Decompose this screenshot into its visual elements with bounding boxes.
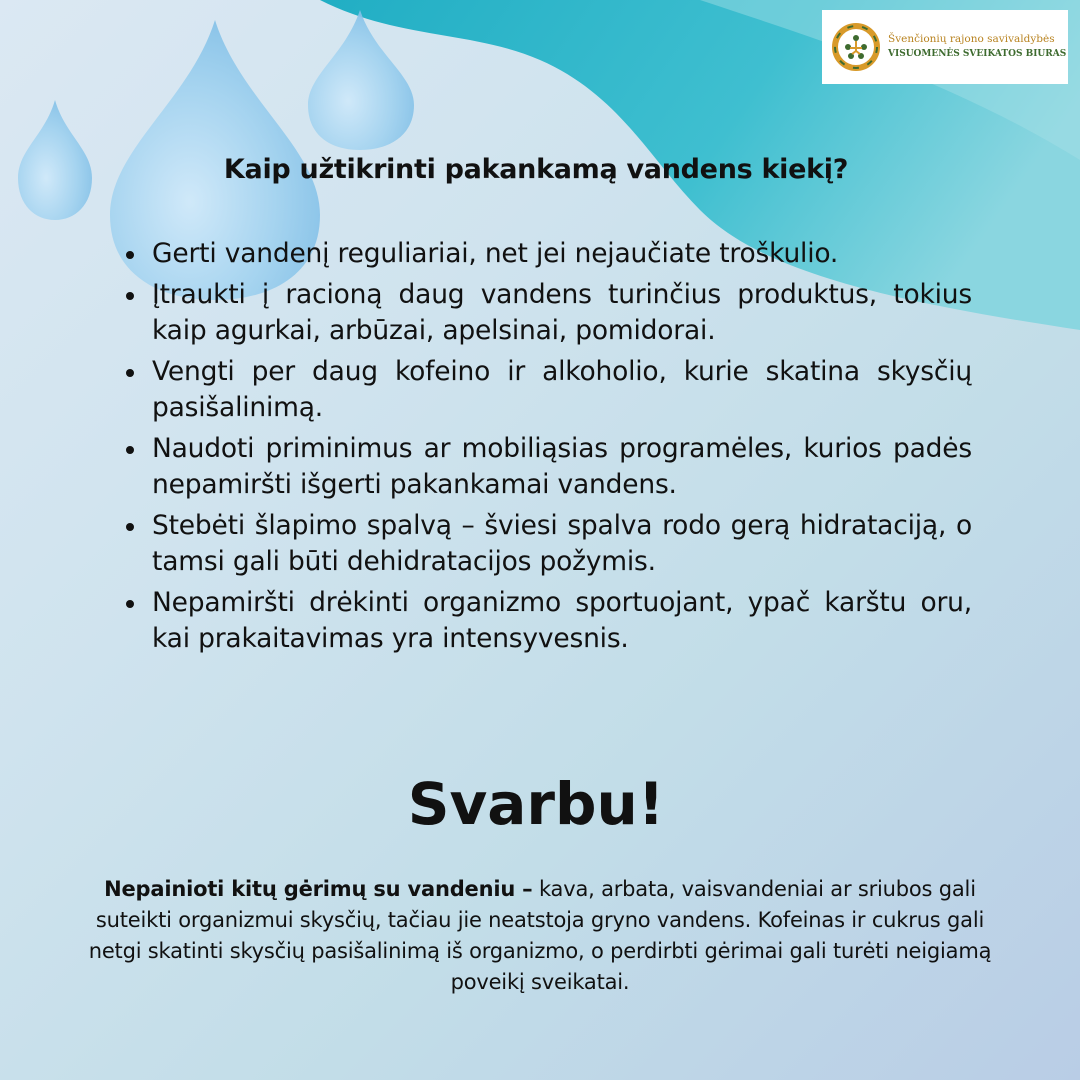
list-item: Naudoti priminimus ar mobiliąsias programėles, kurios padės nepamiršti išgerti pakankamai vandens. xyxy=(120,431,972,503)
list-item: Gerti vandenį reguliariai, net jei nejaučiate troškulio. xyxy=(120,236,972,272)
important-note xyxy=(70,874,1010,998)
important-heading: Svarbu! xyxy=(407,770,665,838)
list-item: Įtraukti į racioną daug vandens turinčius produktus, tokius kaip agurkai, arbūzai, apelsinai, pomidorai. xyxy=(120,277,972,349)
logo-title: Švenčionių rajono savivaldybės xyxy=(888,33,1055,45)
logo-subtitle: VISUOMENĖS SVEIKATOS BIURAS xyxy=(888,49,1067,59)
page-title: Kaip užtikrinti pakankamą vandens kiekį? xyxy=(223,154,849,185)
emblem-icon xyxy=(830,21,882,73)
tips-list xyxy=(120,236,972,662)
list-item: Vengti per daug kofeino ir alkoholio, kurie skatina skysčių pasišalinimą. xyxy=(120,354,972,426)
important-note-text: kava, arbata, vaisvandeniai ar sriubos gali suteikti organizmui skysčių, tačiau jie neatstoja gryno vandens. Kofeinas ir cukrus gali netgi skatinti skysčių pasišalinimą iš organizmo, o perdirbti gėrimai gali turėti neigiamą poveikį sveikatai. xyxy=(88,877,992,994)
water-drop-medium xyxy=(308,10,414,150)
list-item: Nepamiršti drėkinti organizmo sportuojant, ypač karštu oru, kai prakaitavimas yra intensyvesnis. xyxy=(120,585,972,657)
important-note-bold: Nepainioti kitų gėrimų su vandeniu – xyxy=(104,877,533,901)
list-item: Stebėti šlapimo spalvą – šviesi spalva rodo gerą hidrataciją, o tamsi gali būti dehidratacijos požymis. xyxy=(120,508,972,580)
organization-logo xyxy=(822,10,1068,84)
